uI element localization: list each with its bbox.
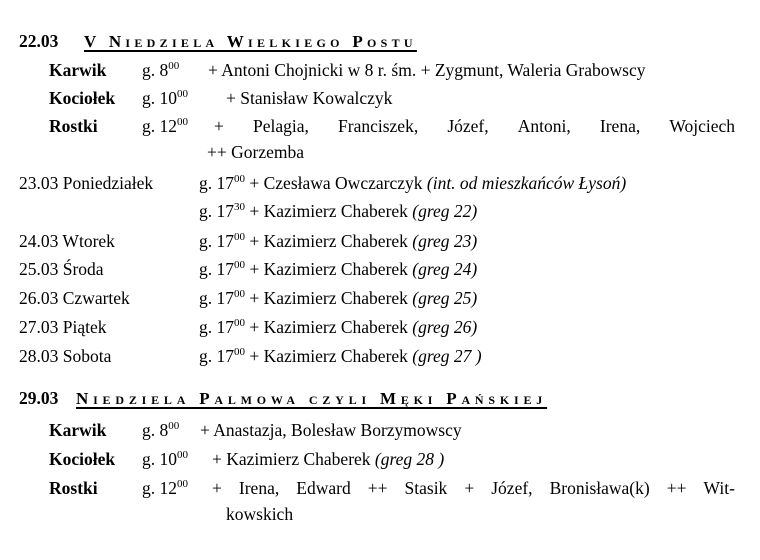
mass-time: g. $10^{00}$ xyxy=(142,88,188,108)
sunday2-title: Niedziela Palmowa czyli Męki Pańskiej xyxy=(76,389,548,408)
place-kociolek: Kociołek xyxy=(49,449,116,469)
weekday-label: 26.03 Czwartek xyxy=(19,288,130,308)
place-rostki: Rostki xyxy=(49,478,98,498)
sunday1-date: 22.03 xyxy=(19,31,59,51)
place-karwik: Karwik xyxy=(49,420,107,440)
weekday-mass: g. $17^{00}$ + Kazimierz Chaberek (greg 26) xyxy=(199,317,478,337)
sunday1-title: V Niedziela Wielkiego Postu xyxy=(84,32,417,51)
weekday-label: 27.03 Piątek xyxy=(19,317,107,337)
mass-intention: + Anastazja, Bolesław Borzymowscy xyxy=(200,420,462,440)
weekday-mass: g. $17^{00}$ + Kazimierz Chaberek (greg 24) xyxy=(199,259,478,279)
mass-intention: + Kazimierz Chaberek (greg 28 ) xyxy=(212,449,445,469)
weekday-mass: g. $17^{30}$ + Kazimierz Chaberek (greg 22) xyxy=(199,201,478,221)
mass-time: g. $12^{00}$ xyxy=(142,116,188,136)
place-karwik: Karwik xyxy=(49,60,107,80)
mass-intention: + Irena, Edward ++ Stasik + Józef, Bronisława(k) ++ Wit- xyxy=(212,478,735,498)
weekday-mass: g. $17^{00}$ + Kazimierz Chaberek (greg 23) xyxy=(199,231,478,251)
weekday-label: 24.03 Wtorek xyxy=(19,231,115,251)
mass-intention-continued: kowskich xyxy=(226,504,294,524)
mass-time: g. $8^{00}$ xyxy=(142,60,180,80)
place-rostki: Rostki xyxy=(49,116,98,136)
mass-intention: + Stanisław Kowalczyk xyxy=(226,88,393,108)
sunday2-date: 29.03 xyxy=(19,388,59,408)
weekday-label: 28.03 Sobota xyxy=(19,346,112,366)
mass-intention: + Antoni Chojnicki w 8 r. śm. + Zygmunt, Waleria Grabowscy xyxy=(208,60,646,80)
mass-intention: + Pelagia, Franciszek, Józef, Antoni, Irena, Wojciech xyxy=(214,116,735,136)
mass-time: g. $12^{00}$ xyxy=(142,478,188,498)
weekday-mass: g. $17^{00}$ + Kazimierz Chaberek (greg 27 ) xyxy=(199,346,482,366)
mass-time: g. $10^{00}$ xyxy=(142,449,188,469)
weekday-mass: g. $17^{00}$ + Kazimierz Chaberek (greg 25) xyxy=(199,288,478,308)
place-kociolek: Kociołek xyxy=(49,88,116,108)
mass-intention-continued: ++ Gorzemba xyxy=(207,142,304,162)
weekday-mass: g. $17^{00}$ + Czesława Owczarczyk (int. od mieszkańców Łysoń) xyxy=(199,173,627,193)
weekday-label: 25.03 Środa xyxy=(19,259,104,279)
mass-time: g. $8^{00}$ xyxy=(142,420,180,440)
weekday-label: 23.03 Poniedziałek xyxy=(19,173,154,193)
